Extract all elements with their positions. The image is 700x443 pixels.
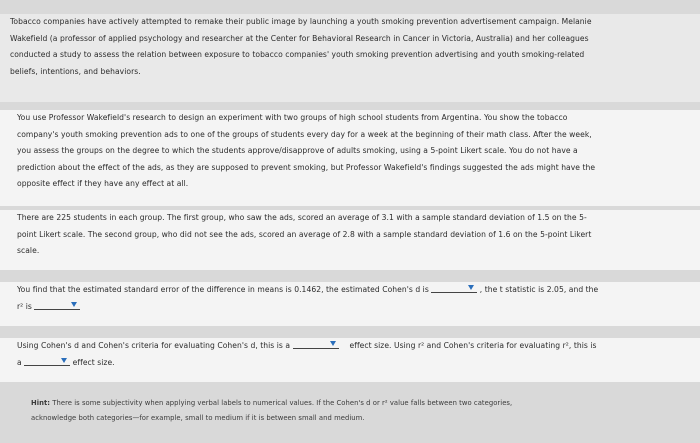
question-line [17,338,692,355]
caret-down-icon [468,285,474,290]
paragraph-line: company's youth smoking prevention ads to one of the groups of students every day for a week at the beginning of their math class. After the week, [17,129,592,139]
question-text: a [17,357,22,367]
paragraph-line: prediction about the effect of the ads, as they are supposed to prevent smoking, but Professor Wakefield's findings suggested the ads might have the [17,162,596,172]
caret-down-icon [71,302,77,307]
paragraph-line: opposite effect if they have any effect at all. [17,179,189,188]
paragraph-line: point Likert scale. The second group, who did not see the ads, scored an average of 2.8 with a sample standard deviation of 1.6 on the 5-point Likert [17,229,592,239]
question-text: r² is [17,301,32,311]
question-effect-size-paragraph [0,338,700,382]
intro-line: beliefs, intentions, and behaviors. [10,66,141,76]
d-effect-size-dropdown[interactable] [293,339,339,349]
paragraph-line: you assess the groups on the degree to which the students approve/disapprove of adults smoking, using a 5-point Likert scale. You do not have a [17,146,578,155]
r-squared-dropdown[interactable] [34,300,80,310]
hint-text: There is some subjectivity when applying verbal labels to numerical values. If the Cohen's d or r² value falls between two categories, [52,399,513,407]
paragraph-line: There are 225 students in each group. The first group, who saw the ads, scored an average of 3.1 with a sample standard deviation of 1.5 on the 5- [17,213,587,222]
intro-line: Tobacco companies have actively attempted to remake their public image by launching a youth smoking prevention advertisement campaign. Melanie [10,17,592,26]
question-cohens-d-paragraph [0,282,700,326]
question-text: You find that the estimated standard error of the difference in means is 0.1462, the estimated Cohen's d is [17,285,429,294]
cohens-d-dropdown[interactable] [431,283,477,293]
intro-line: conducted a study to assess the relation between exposure to tobacco companies' youth smoking prevention advertising and youth smoking-related [10,50,585,59]
hint-line: acknowledge both categories—for example, small to medium if it is between small and medium. [31,414,365,422]
question-text: Using Cohen's d and Cohen's criteria for evaluating Cohen's d, this is a [17,341,291,350]
experiment-paragraph [0,110,700,206]
question-text: , the t statistic is 2.05, and the [479,285,599,294]
question-line [17,355,692,372]
question-text: effect size. [72,357,115,367]
hint-box [0,396,700,438]
hint-line [31,396,700,411]
data-paragraph [0,210,700,270]
intro-line: Wakefield (a professor of applied psychology and researcher at the Center for Behavioral Research in Cancer in Victoria, Australia) and her colleagues [10,33,589,43]
paragraph-line: scale. [17,246,40,255]
question-line [17,299,692,316]
question-line [17,282,692,299]
caret-down-icon [61,358,67,363]
intro-paragraph [0,14,700,102]
paragraph-line: You use Professor Wakefield's research to design an experiment with two groups of high school students from Argentina. You show the tobacco [17,113,568,122]
question-text: effect size. Using r² and Cohen's criteria for evaluating r², this is [349,341,597,350]
hint-label: Hint: [31,399,51,407]
r2-effect-size-dropdown[interactable] [24,356,70,366]
caret-down-icon [330,341,336,346]
